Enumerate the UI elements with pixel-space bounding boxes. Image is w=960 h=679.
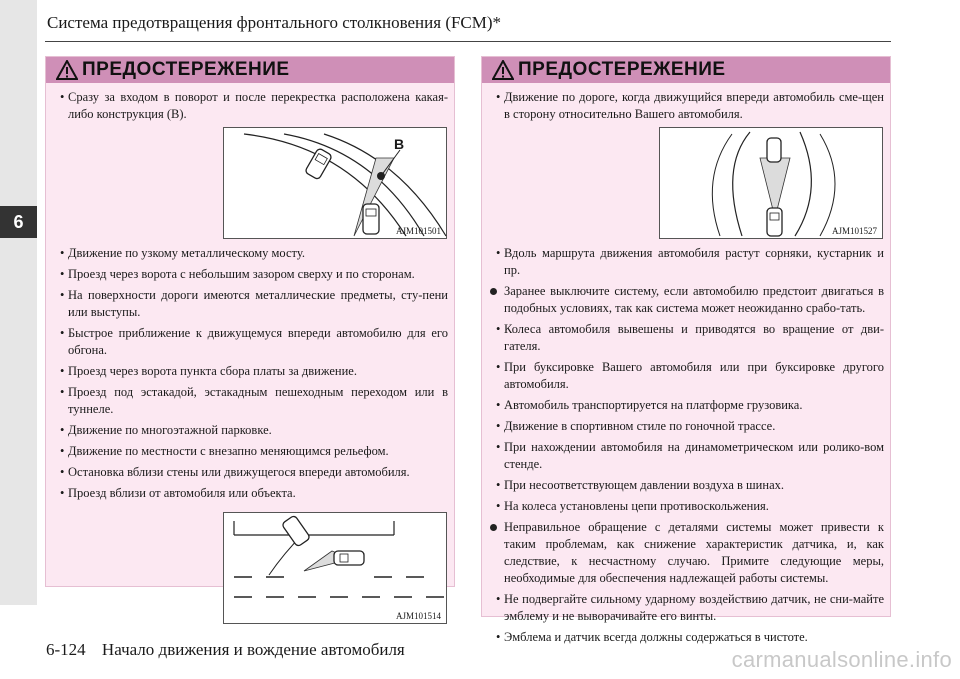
list-item: • Не подвергайте сильному ударному воздействию датчик, не сни-майте эмблему и не выворачивайте его винты.: [504, 591, 884, 625]
curve-road-illustration: [224, 128, 455, 240]
figure-code: AJM101501: [395, 226, 441, 236]
warning-heading-text: ПРЕДОСТЕРЕЖЕНИЕ: [82, 59, 290, 80]
list-item: • Остановка вблизи стены или движущегося впереди автомобиля.: [68, 464, 448, 481]
page-footer: [46, 640, 417, 660]
page-number: 6-124: [46, 640, 86, 659]
disable-note: Заранее выключите систему, если автомобилю предстоит двигаться в подобных условиях, так как система может неожиданно срабо-тать.: [504, 284, 884, 315]
warning-triangle-icon: [56, 60, 78, 80]
list-item: • При нахождении автомобиля на динамометрическом или ролико-вом стенде.: [504, 439, 884, 473]
page-header-title: Система предотвращения фронтального столкновения (FCM)*: [47, 13, 502, 32]
list-item: • Быстрое приближение к движущемуся впереди автомобилю для его обгона.: [68, 325, 448, 359]
parking-illustration: [224, 513, 455, 625]
figure-offset: [659, 127, 883, 239]
figure-parking: [223, 512, 447, 624]
figure-curve: [223, 127, 447, 239]
list-item: • Вдоль маршрута движения автомобиля растут сорняки, кустарник и пр.: [504, 245, 884, 279]
figure-code: AJM101527: [831, 226, 877, 236]
side-tab: [0, 0, 37, 605]
misuse-note: Неправильное обращение с деталями системы может привести к таким проблемам, как снижение характеристик датчика, и, как следствие, к несчастному случаю. Примите следующие меры, необходимые для обеспечения надлежащей работы системы.: [504, 520, 884, 585]
offset-road-illustration: [660, 128, 891, 240]
list-item: • При буксировке Вашего автомобиля или при буксировке другого автомобиля.: [504, 359, 884, 393]
list-item: • Автомобиль транспортируется на платформе грузовика.: [504, 397, 884, 414]
list-item: • Эмблема и датчик всегда должны содержаться в чистоте.: [504, 629, 884, 646]
warning-panel-right: [481, 56, 891, 644]
list-item: • Колеса автомобиля вывешены и приводятся во вращение от дви-гателя.: [504, 321, 884, 355]
header-rule: [45, 41, 891, 42]
warning-heading-right: [482, 57, 890, 83]
warning-panel-left: [45, 56, 455, 621]
watermark: carmanualsonline.info: [731, 647, 952, 672]
list-item: • На колеса установлены цепи противоскольжения.: [504, 498, 884, 515]
list-item: • Движение по узкому металлическому мосту.: [68, 245, 448, 262]
section-title: Начало движения и вождение автомобиля: [101, 640, 405, 659]
list-item: • Сразу за входом в поворот и после перекрестка расположена какая-либо конструкция (B).: [68, 89, 448, 123]
list-item: • На поверхности дороги имеются металлические предметы, сту-пени или выступы.: [68, 287, 448, 321]
figure-code: AJM101514: [395, 611, 441, 621]
chapter-tab: 6: [0, 206, 37, 238]
list-item: • Движение по многоэтажной парковке.: [68, 422, 448, 439]
list-item: • Движение по дороге, когда движущийся впереди автомобиль сме-щен в сторону относительно Вашего автомобиля.: [504, 89, 884, 123]
list-item: • Проезд через ворота пункта сбора платы за движение.: [68, 363, 448, 380]
list-item: • Движение в спортивном стиле по гоночной трассе.: [504, 418, 884, 435]
warning-triangle-icon: [492, 60, 514, 80]
list-item: • При несоответствующем давлении воздуха в шинах.: [504, 477, 884, 494]
list-item: • Проезд вблизи от автомобиля или объекта.: [68, 485, 448, 502]
list-item: • Проезд через ворота с небольшим зазором сверху и по сторонам.: [68, 266, 448, 283]
list-item: • Проезд под эстакадой, эстакадным пешеходным переходом или в туннеле.: [68, 384, 448, 418]
warning-heading-left: [46, 57, 454, 83]
list-item: • Движение по местности с внезапно меняющимся рельефом.: [68, 443, 448, 460]
figure-marker-b: B: [394, 136, 405, 152]
warning-heading-text: ПРЕДОСТЕРЕЖЕНИЕ: [518, 59, 726, 80]
